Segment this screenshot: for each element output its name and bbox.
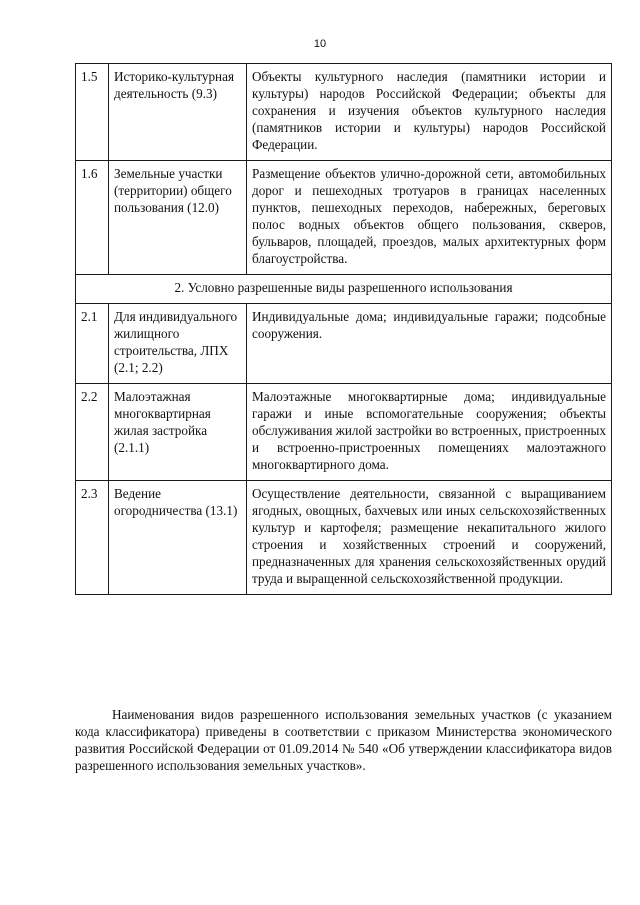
row-number: 1.6 — [76, 161, 109, 275]
use-type-name: Малоэтажная многоквартирная жилая застройка (2.1.1) — [109, 384, 247, 481]
use-type-name: Земельные участки (территории) общего пользования (12.0) — [109, 161, 247, 275]
page-number: 10 — [313, 38, 327, 50]
row-number: 1.5 — [76, 64, 109, 161]
land-use-table — [75, 63, 612, 595]
section-title: 2. Условно разрешенные виды разрешенного использования — [76, 275, 612, 304]
use-type-name: Для индивидуального жилищного строительства, ЛПХ (2.1; 2.2) — [109, 304, 247, 384]
use-type-name: Историко-культурная деятельность (9.3) — [109, 64, 247, 161]
use-type-description: Индивидуальные дома; индивидуальные гаражи; подсобные сооружения. — [247, 304, 612, 384]
use-type-description: Размещение объектов улично-дорожной сети, автомобильных дорог и пешеходных тротуаров в границах населенных пунктов, пешеходных переходов, набережных, береговых полос водных объектов общего пользования, скверов, бульваров, площадей, проездов, малых архитектурных форм благоустройства. — [247, 161, 612, 275]
row-number: 2.3 — [76, 481, 109, 595]
table-row — [76, 384, 612, 481]
use-type-description: Малоэтажные многоквартирные дома; индивидуальные гаражи и иные вспомогательные сооружения; объекты обслуживания жилой застройки во встроенных, пристроенных и встроенно-пристроенных помещениях малоэтажного многоквартирного дома. — [247, 384, 612, 481]
classifier-note: Наименования видов разрешенного использования земельных участков (с указанием кода классификатора) приведены в соответствии с приказом Министерства экономического развития Российской Федерации от 01.09.2014 № 540 «Об утверждении классификатора видов разрешенного использования земельных участков». — [75, 707, 612, 773]
use-type-name: Ведение огородничества (13.1) — [109, 481, 247, 595]
table-row — [76, 161, 612, 275]
use-type-description: Объекты культурного наследия (памятники истории и культуры) народов Российской Федерации; объекты для сохранения и изучения объектов культурного наследия (памятников истории и культуры) народов Российской Федерации. — [247, 64, 612, 161]
section-header-row — [76, 275, 612, 304]
table-row — [76, 304, 612, 384]
use-type-description: Осуществление деятельности, связанной с выращиванием ягодных, овощных, бахчевых или иных сельскохозяйственных культур и картофеля; размещение некапитального жилого строения и хозяйственных строений и сооружений, предназначенных для хранения сельскохозяйственных орудий труда и выращенной сельскохозяйственной продукции. — [247, 481, 612, 595]
table-row — [76, 481, 612, 595]
table-row — [76, 64, 612, 161]
row-number: 2.2 — [76, 384, 109, 481]
row-number: 2.1 — [76, 304, 109, 384]
